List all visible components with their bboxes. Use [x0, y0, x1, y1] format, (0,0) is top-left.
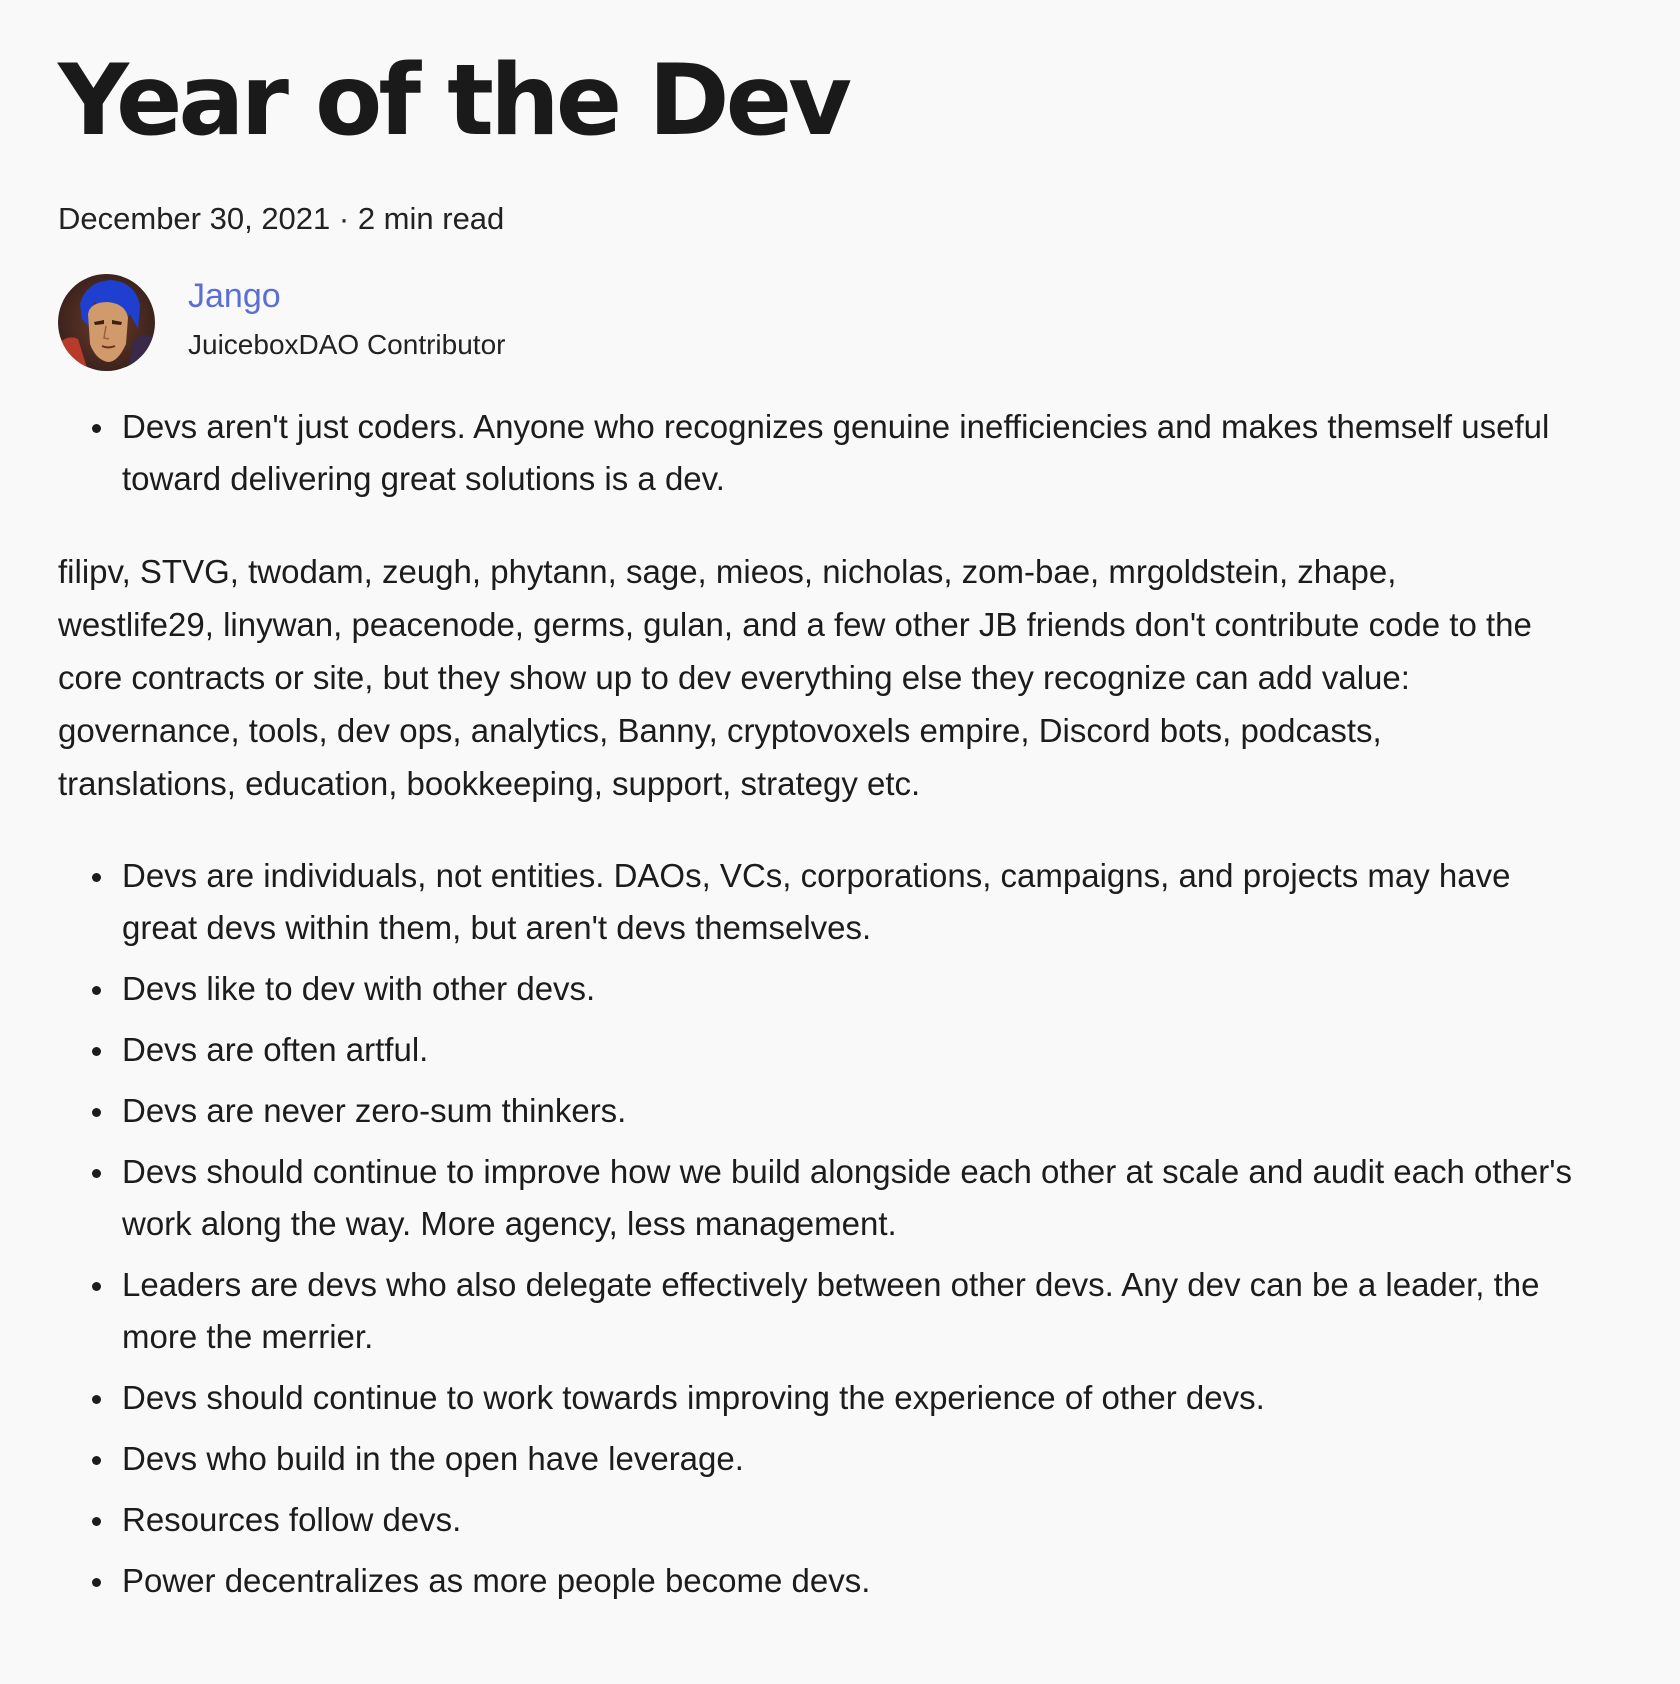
intro-bullet-list — [58, 401, 1588, 505]
author-block — [58, 274, 1588, 371]
author-role: JuiceboxDAO Contributor — [188, 328, 506, 360]
list-item: Leaders are devs who also delegate effectively between other devs. Any dev can be a leader, the more the merrier. — [122, 1259, 1588, 1363]
list-item: Devs like to dev with other devs. — [122, 963, 1588, 1015]
author-avatar[interactable] — [58, 274, 155, 371]
article-title: Year of the Dev — [58, 44, 848, 158]
list-item: Devs are often artful. — [122, 1024, 1588, 1076]
list-item: Devs aren't just coders. Anyone who recognizes genuine inefficiencies and makes themself useful toward delivering great solutions is a dev. — [122, 401, 1588, 505]
list-item: Devs should continue to improve how we build alongside each other at scale and audit each other's work along the way. More agency, less management. — [122, 1146, 1588, 1250]
contributors-paragraph: filipv, STVG, twodam, zeugh, phytann, sage, mieos, nicholas, zom-bae, mrgoldstein, zhape, westlife29, linywan, peacenode, germs, gulan, and a few other JB friends don't contribute code to the core contracts or site, but they show up to dev everything else they recognize can add value: governance, tools, dev ops, analytics, Banny, cryptovoxels empire, Discord bots, podcasts, translations, education, bookkeeping, support, strategy etc. — [58, 553, 1532, 802]
avatar-portrait-icon — [58, 274, 155, 371]
author-text — [188, 277, 506, 361]
list-item: Power decentralizes as more people become devs. — [122, 1555, 1588, 1607]
list-item: Devs are individuals, not entities. DAOs, VCs, corporations, campaigns, and projects may have great devs within them, but aren't devs themselves. — [122, 850, 1588, 954]
list-item: Devs should continue to work towards improving the experience of other devs. — [122, 1372, 1588, 1424]
article-meta: December 30, 2021 · 2 min read — [58, 201, 505, 236]
list-item: Resources follow devs. — [122, 1494, 1588, 1546]
principles-bullet-list — [58, 850, 1588, 1607]
list-item: Devs who build in the open have leverage. — [122, 1433, 1588, 1485]
author-name-link[interactable]: Jango — [188, 277, 281, 316]
list-item: Devs are never zero-sum thinkers. — [122, 1085, 1588, 1137]
